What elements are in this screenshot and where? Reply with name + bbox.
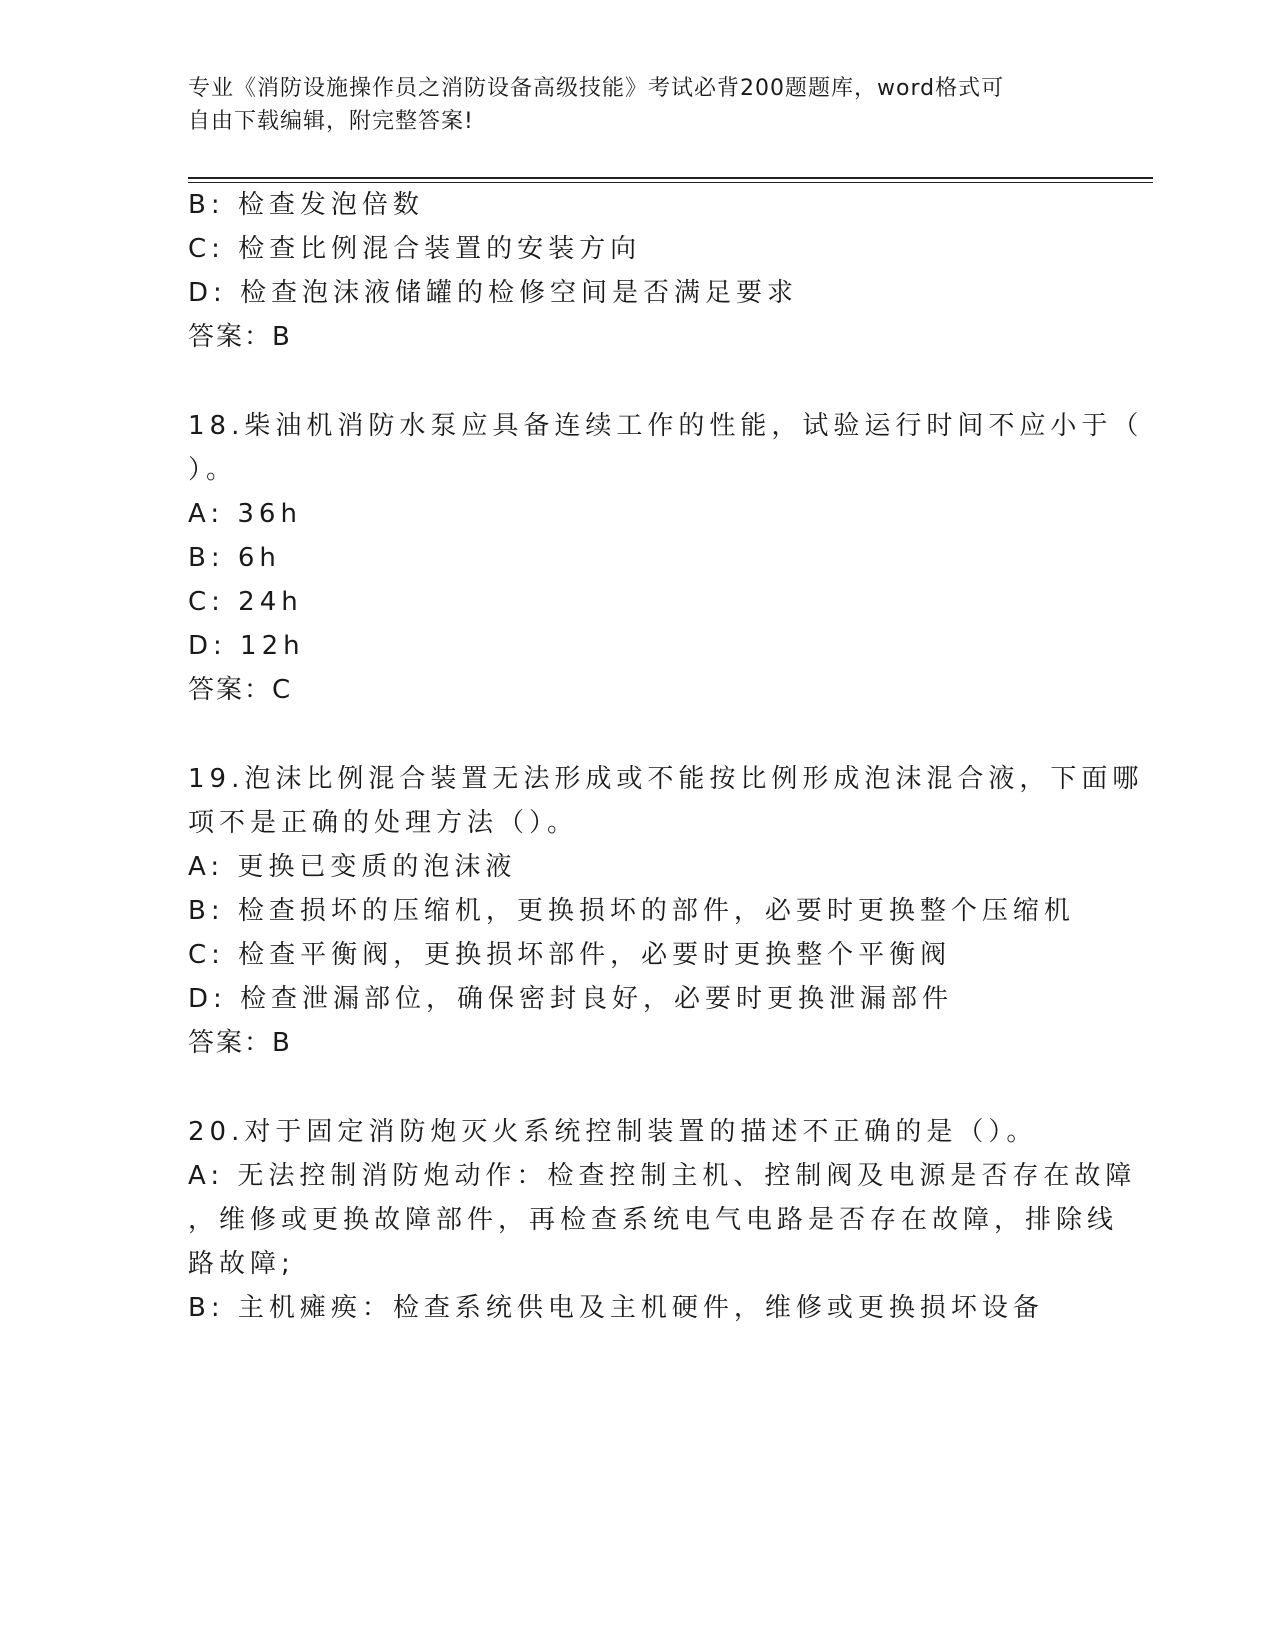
q18-option-b: B: 6h (188, 543, 281, 573)
q18-option-c: C: 24h (188, 587, 303, 617)
header-line-2: 自由下载编辑，附完整答案! (188, 109, 474, 134)
q19-answer: 答案：B (188, 1028, 292, 1058)
q17-option-d: D: 检查泡沫液储罐的检修空间是否满足要求 (188, 278, 799, 308)
q19-option-c: C: 检查平衡阀，更换损坏部件，必要时更换整个平衡阀 (188, 940, 952, 970)
q18-answer: 答案：C (188, 675, 293, 705)
q19-option-a: A: 更换已变质的泡沫液 (188, 852, 517, 882)
header-divider-thick (188, 177, 1153, 179)
q20-stem: 20.对于固定消防炮灭火系统控制装置的描述不正确的是（）。 (188, 1117, 1038, 1147)
header-divider-thin (188, 182, 1153, 183)
q19-stem-line-2: 项不是正确的处理方法（）。 (188, 808, 579, 838)
q19-stem-line-1: 19.泡沫比例混合装置无法形成或不能按比例形成泡沫混合液，下面哪 (188, 764, 1144, 794)
header-line-1: 专业《消防设施操作员之消防设备高级技能》考试必背200题题库，word格式可 (188, 76, 1005, 101)
q20-option-a-line-1: A: 无法控制消防炮动作：检查控制主机、控制阀及电源是否存在故障 (188, 1161, 1137, 1191)
q20-option-b: B: 主机瘫痪：检查系统供电及主机硬件，维修或更换损坏设备 (188, 1293, 1044, 1323)
q18-stem-line-2: ）。 (188, 455, 238, 485)
q17-option-b: B: 检查发泡倍数 (188, 190, 424, 220)
q19-option-b: B: 检查损坏的压缩机，更换损坏的部件，必要时更换整个压缩机 (188, 896, 1075, 926)
q18-stem-line-1: 18.柴油机消防水泵应具备连续工作的性能，试验运行时间不应小于（ (188, 411, 1144, 441)
q18-option-d: D: 12h (188, 631, 305, 661)
q18-option-a: A: 36h (188, 499, 302, 529)
document-header (188, 72, 1088, 138)
q20-option-a-line-3: 路故障; (188, 1249, 295, 1279)
q17-option-c: C: 检查比例混合装置的安装方向 (188, 234, 642, 264)
q17-answer: 答案：B (188, 322, 292, 352)
q20-option-a-line-2: ，维修或更换故障部件，再检查系统电气电路是否存在故障，排除线 (188, 1205, 1119, 1235)
q19-option-d: D: 检查泄漏部位，确保密封良好，必要时更换泄漏部件 (188, 984, 954, 1014)
